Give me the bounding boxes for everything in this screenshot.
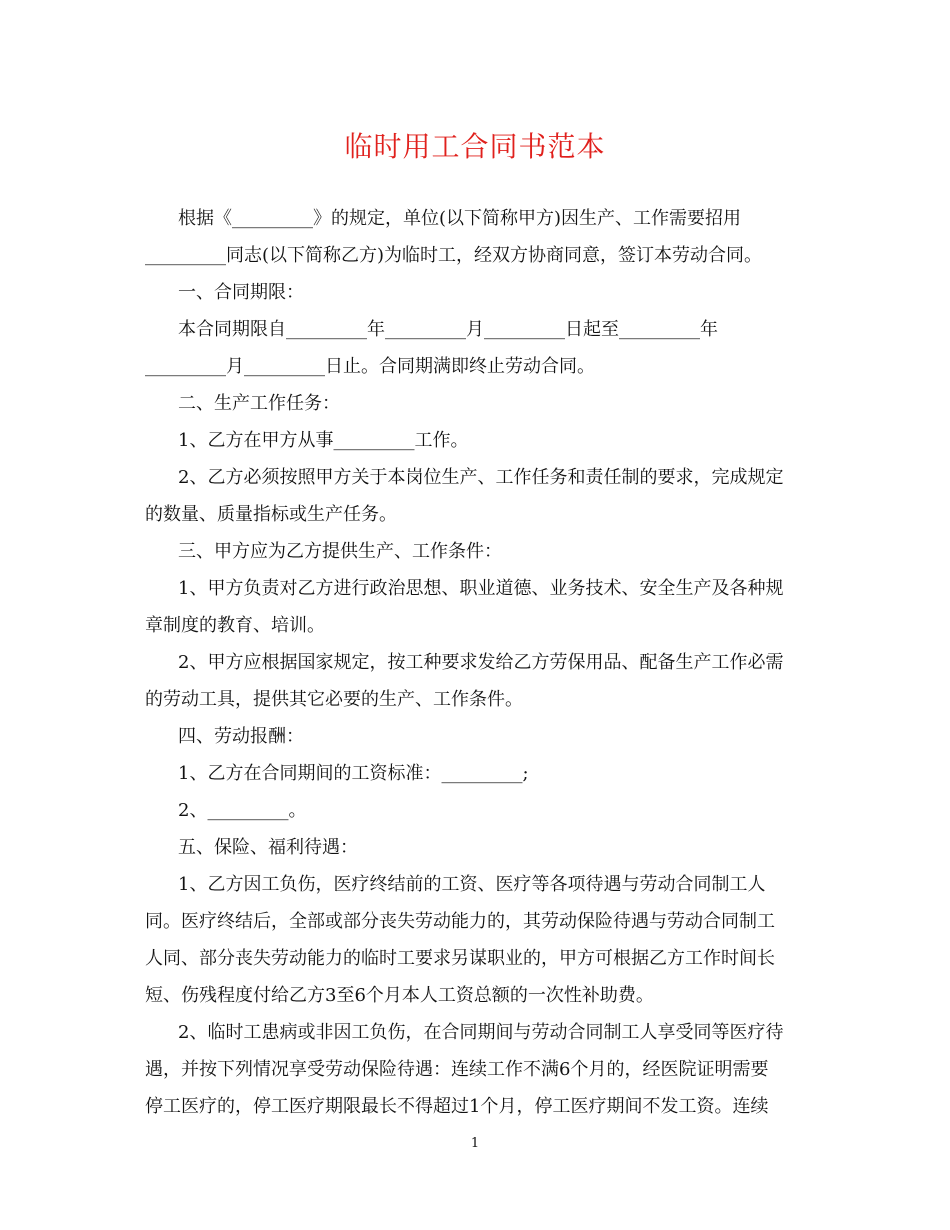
paragraph-line: 1、乙方在甲方从事_________工作。 bbox=[178, 430, 469, 451]
paragraph-line: 2、临时工患病或非因工负伤，在合同期间与劳动合同制工人享受同等医疗待 bbox=[178, 1022, 784, 1043]
paragraph-line: 2、甲方应根据国家规定，按工种要求发给乙方劳保用品、配备生产工作必需 bbox=[178, 652, 784, 673]
paragraph-line: 的数量、质量指标或生产任务。 bbox=[145, 504, 397, 525]
paragraph-line: 1、甲方负责对乙方进行政治思想、职业道德、业务技术、安全生产及各种规 bbox=[178, 578, 784, 599]
paragraph-line: 2、_________。 bbox=[178, 800, 307, 821]
paragraph-line: 同。医疗终结后，全部或部分丧失劳动能力的，其劳动保险待遇与劳动合同制工 bbox=[145, 911, 775, 932]
page-number: 1 bbox=[470, 1136, 480, 1151]
paragraph-line: 根据《_________》的规定，单位(以下简称甲方)因生产、工作需要招用 bbox=[178, 208, 742, 229]
document-title: 临时用工合同书范本 bbox=[344, 130, 606, 163]
paragraph-line: 人同、部分丧失劳动能力的临时工要求另谋职业的，甲方可根据乙方工作时间长 bbox=[145, 948, 775, 969]
paragraph-line: _________月_________日止。合同期满即终止劳动合同。 bbox=[145, 356, 595, 377]
paragraph-line: 1、乙方因工负伤，医疗终结前的工资、医疗等各项待遇与劳动合同制工人 bbox=[178, 874, 766, 895]
paragraph-line: 章制度的教育、培训。 bbox=[145, 615, 325, 636]
paragraph-line: 2、乙方必须按照甲方关于本岗位生产、工作任务和责任制的要求，完成规定 bbox=[178, 467, 784, 488]
paragraph-line: _________同志(以下简称乙方)为临时工，经双方协商同意，签订本劳动合同。 bbox=[145, 245, 763, 266]
section-heading: 四、劳动报酬： bbox=[178, 726, 304, 747]
section-heading: 五、保险、福利待遇： bbox=[178, 837, 358, 858]
paragraph-line: 短、伤残程度付给乙方3至6个月本人工资总额的一次性补助费。 bbox=[145, 985, 654, 1006]
paragraph-line: 本合同期限自_________年_________月_________日起至_________年 bbox=[178, 319, 718, 340]
section-heading: 二、生产工作任务： bbox=[178, 393, 340, 414]
paragraph-line: 的劳动工具，提供其它必要的生产、工作条件。 bbox=[145, 689, 523, 710]
section-heading: 一、合同期限： bbox=[178, 282, 304, 303]
section-heading: 三、甲方应为乙方提供生产、工作条件： bbox=[178, 541, 502, 562]
paragraph-line: 遇，并按下列情况享受劳动保险待遇：连续工作不满6个月的，经医院证明需要 bbox=[145, 1059, 769, 1080]
paragraph-line: 1、乙方在合同期间的工资标准：_________; bbox=[178, 763, 529, 784]
paragraph-line: 停工医疗的，停工医疗期限最长不得超过1个月，停工医疗期间不发工资。连续 bbox=[145, 1096, 769, 1117]
